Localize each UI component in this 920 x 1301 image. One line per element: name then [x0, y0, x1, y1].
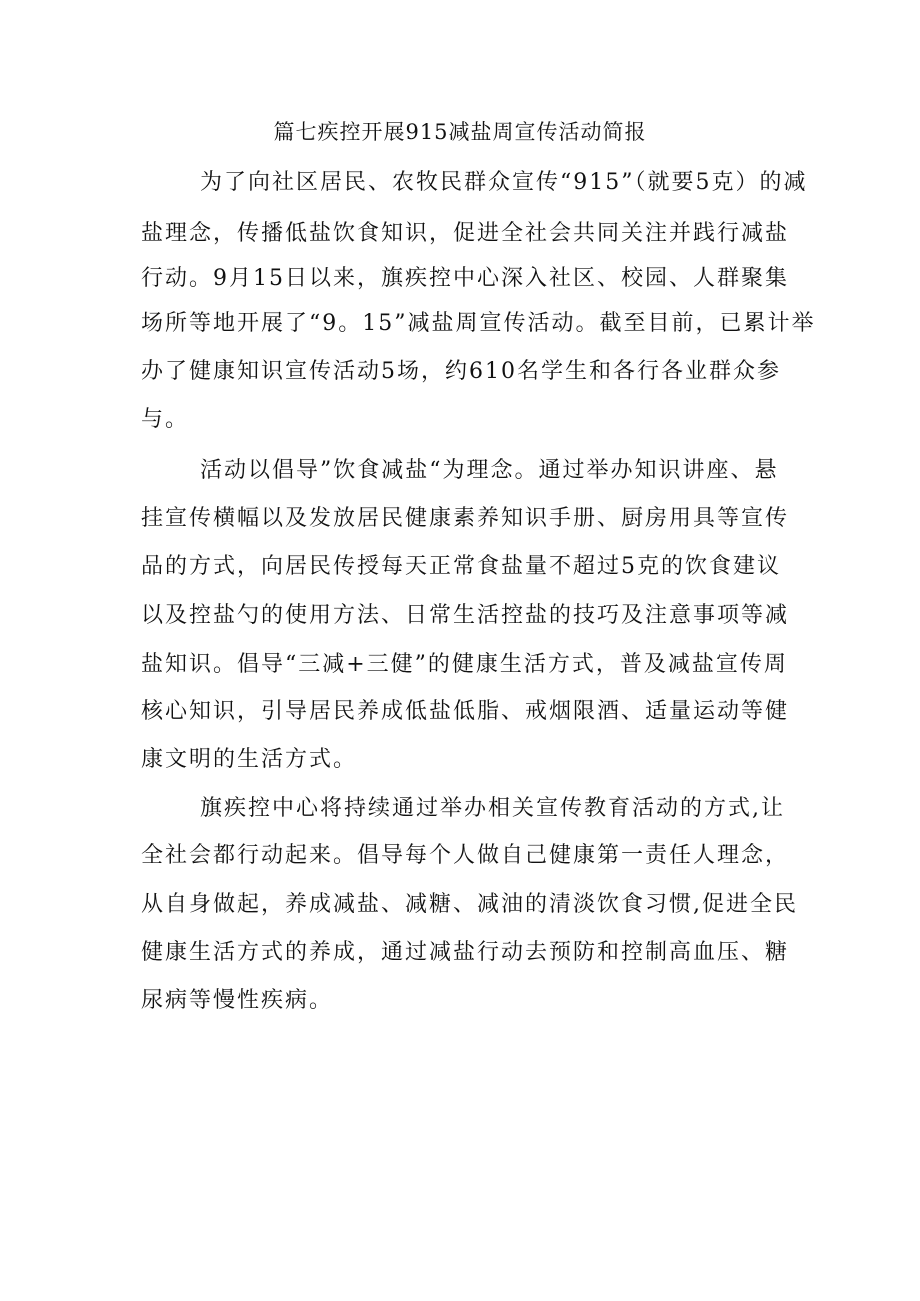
paragraph-line: 品的方式，向居民传授每天正常食盐量不超过5克的饮食建议 — [141, 554, 781, 579]
paragraph-line: 尿病等慢性疾病。 — [141, 988, 334, 1013]
paragraph-line: 挂宣传横幅以及发放居民健康素养知识手册、厨房用具等宣传 — [141, 506, 790, 531]
document-title: 篇七疾控开展915减盐周宣传活动简报 — [273, 120, 647, 144]
paragraph-line: 核心知识，引导居民养成低盐低脂、戒烟限酒、适量运动等健 — [141, 699, 790, 724]
paragraph-line: 从自身做起，养成减盐、减糖、减油的清淡饮食习惯,促进全民 — [141, 892, 798, 917]
paragraph-line: 康文明的生活方式。 — [141, 747, 358, 772]
paragraph-line: 与。 — [141, 407, 190, 432]
paragraph-line: 盐知识。倡导“三减+三健”的健康生活方式，普及减盐宣传周 — [141, 652, 788, 677]
paragraph-line: 为了向社区居民、农牧民群众宣传“915”（就要5克）的减 — [200, 170, 808, 195]
paragraph-line: 以及控盐勺的使用方法、日常生活控盐的技巧及注意事项等减 — [141, 603, 790, 628]
paragraph-line: 健康生活方式的养成，通过减盐行动去预防和控制高血压、糖 — [141, 940, 790, 965]
paragraph-line: 活动以倡导”饮食减盐“为理念。通过举办知识讲座、悬 — [200, 458, 779, 483]
paragraph-line: 盐理念，传播低盐饮食知识，促进全社会共同关注并践行减盐 — [141, 221, 790, 246]
paragraph-line: 场所等地开展了“9。15”减盐周宣传活动。截至目前，已累计举 — [141, 311, 816, 336]
paragraph-line: 办了健康知识宣传活动5场，约610名学生和各行各业群众参 — [141, 359, 781, 384]
paragraph-line: 旗疾控中心将持续通过举办相关宣传教育活动的方式,让 — [200, 796, 785, 821]
paragraph-line: 全社会都行动起来。倡导每个人做自己健康第一责任人理念， — [141, 843, 790, 868]
paragraph-line: 行动。9月15日以来，旗疾控中心深入社区、校园、人群聚集 — [141, 266, 789, 291]
